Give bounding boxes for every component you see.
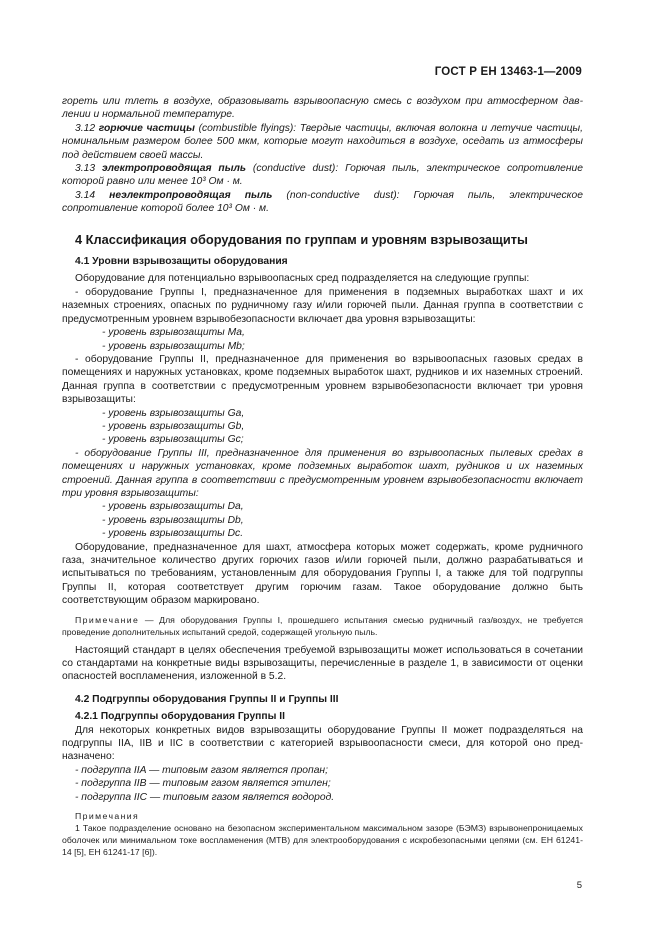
paragraph: - оборудование Группы II, предназначенное для применения во взрывоопасных газовых средах в помещениях и наружных установках, кроме подземных выработок шахт, рудников и их наземных строений. Данная группа в соответствии с предусмотренным уровнем взрывобезопасности включает три уровня взрывозащиты:	[62, 353, 583, 406]
document-header: ГОСТ Р ЕН 13463-1—2009	[434, 66, 582, 78]
definition-3-14: 3.14 неэлектропроводящая пыль (non-conductive dust): Горючая пыль, электрическое сопротивление которой более 10³ Ом · м.	[62, 189, 583, 215]
list-item: - уровень взрывозащиты Gb,	[102, 420, 245, 432]
term: горючие частицы	[98, 122, 195, 134]
list-item: - уровень взрывозащиты Db,	[102, 514, 244, 526]
paragraph: Для некоторых конкретных видов взрывозащиты оборудование Группы II может подразделяться на подгруппы IIA, IIB и IIC в соответствии с категорией взрывоопасности смеси, для которой оно предназначено:	[62, 724, 583, 763]
definition-3-13: 3.13 электропроводящая пыль (conductive dust): Горючая пыль, электрическое сопротивление которой равно или менее 10³ Ом · м.	[62, 163, 583, 188]
list-item: - уровень взрывозащиты Da,	[102, 501, 244, 513]
subsection-heading: 4.2.1 Подгруппы оборудования Группы II	[75, 711, 285, 723]
subsection-heading: 4.2 Подгруппы оборудования Группы II и Группы III	[75, 693, 339, 705]
document-body	[62, 95, 583, 858]
term: неэлектропроводящая пыль	[109, 189, 273, 201]
paragraph: Оборудование для потенциально взрывоопасных сред подразделяется на следующие группы:	[75, 273, 530, 285]
paragraph: - оборудование Группы I, предназначенное для применения в подземных выработках шахт и их наземных строениях, опасных по рудничному газу и/или горючей пыли. Данная группа в соответствии с предусмотренным уровнем взрывобезопасности включает два уровня взрывозащиты:	[62, 286, 583, 325]
list-item: - подгруппа IIA — типовым газом является пропан;	[75, 764, 328, 776]
section-heading: 4 Классификация оборудования по группам и уровням взрывозащиты	[75, 231, 528, 247]
paragraph: Настоящий стандарт в целях обеспечения требуемой взрывозащиты может использоваться в сочетании со стандартами на конкретные виды взрывозащиты, перечисленные в разделе 1, в зависимости от оценки опасностей воспламенения, изложенной в 5.2.	[62, 644, 583, 683]
subsection-heading: 4.1 Уровни взрывозащиты оборудования	[75, 256, 288, 268]
list-item: - уровень взрывозащиты Gc;	[102, 434, 244, 446]
note: Примечание — Для оборудования Группы I, прошедшего испытания смесью рудничный газ/воздух, не требуется проведение дополнительных испытаний средой, содержащей угольную пыль.	[62, 614, 583, 637]
paragraph: - оборудование Группы III, предназначенное для применения во взрывоопасных пылевых средах в помещениях и наружных установках, кроме подземных выработок шахт, рудников и их наземных строений. Данная группа в соответствии с предусмотренным уровнем взрывобезопасности включает три уровня взрывозащиты:	[62, 447, 583, 499]
list-item: - подгруппа IIC — типовым газом является водород.	[75, 791, 335, 803]
note: 1 Такое подразделение основано на безопасном экспериментальном максимальном зазоре (БЭМЗ) взрывонепроницаемых оболочек или минимальном токе воспламенения (МТВ) для электрооборудования с искробезопасными цепями (см. ЕН 61241-14 [5], ЕН 61241-17 [6]).	[62, 823, 583, 858]
paragraph: гореть или тлеть в воздухе, образовывать взрывоопасную смесь с воздухом при атмосферном давлении и нормальной температуре.	[62, 96, 583, 121]
page-number: 5	[576, 880, 582, 891]
list-item: - подгруппа IIB — типовым газом является этилен;	[75, 778, 331, 790]
paragraph: Оборудование, предназначенное для шахт, атмосфера которых может содержать, кроме рудничного газа, значительное количество других горючих газов и/или горючей пыли, должно разрабатываться и испытываться по требованиям, установленным для оборудования Группы I, а также для той подгруппы Группы II, которая соответствует другим горючим газам. Такое оборудование должно быть соответствующим образом маркировано.	[62, 541, 583, 607]
notes-label: Примечания	[75, 811, 140, 822]
definition-3-12: 3.12 горючие частицы (combustible flyings): Твердые частицы, включая волокна и летучие частицы, номинальным размером более 500 мкм, которые могут находиться в воздухе, оседать из атмосферы под действием своей массы.	[62, 122, 583, 161]
term: электропроводящая пыль	[101, 163, 247, 175]
list-item: - уровень взрывозащиты Mb;	[102, 340, 245, 352]
list-item: - уровень взрывозащиты Dc.	[102, 528, 244, 540]
list-item: - уровень взрывозащиты Ga,	[102, 407, 245, 419]
list-item: - уровень взрывозащиты Ма,	[102, 327, 245, 339]
